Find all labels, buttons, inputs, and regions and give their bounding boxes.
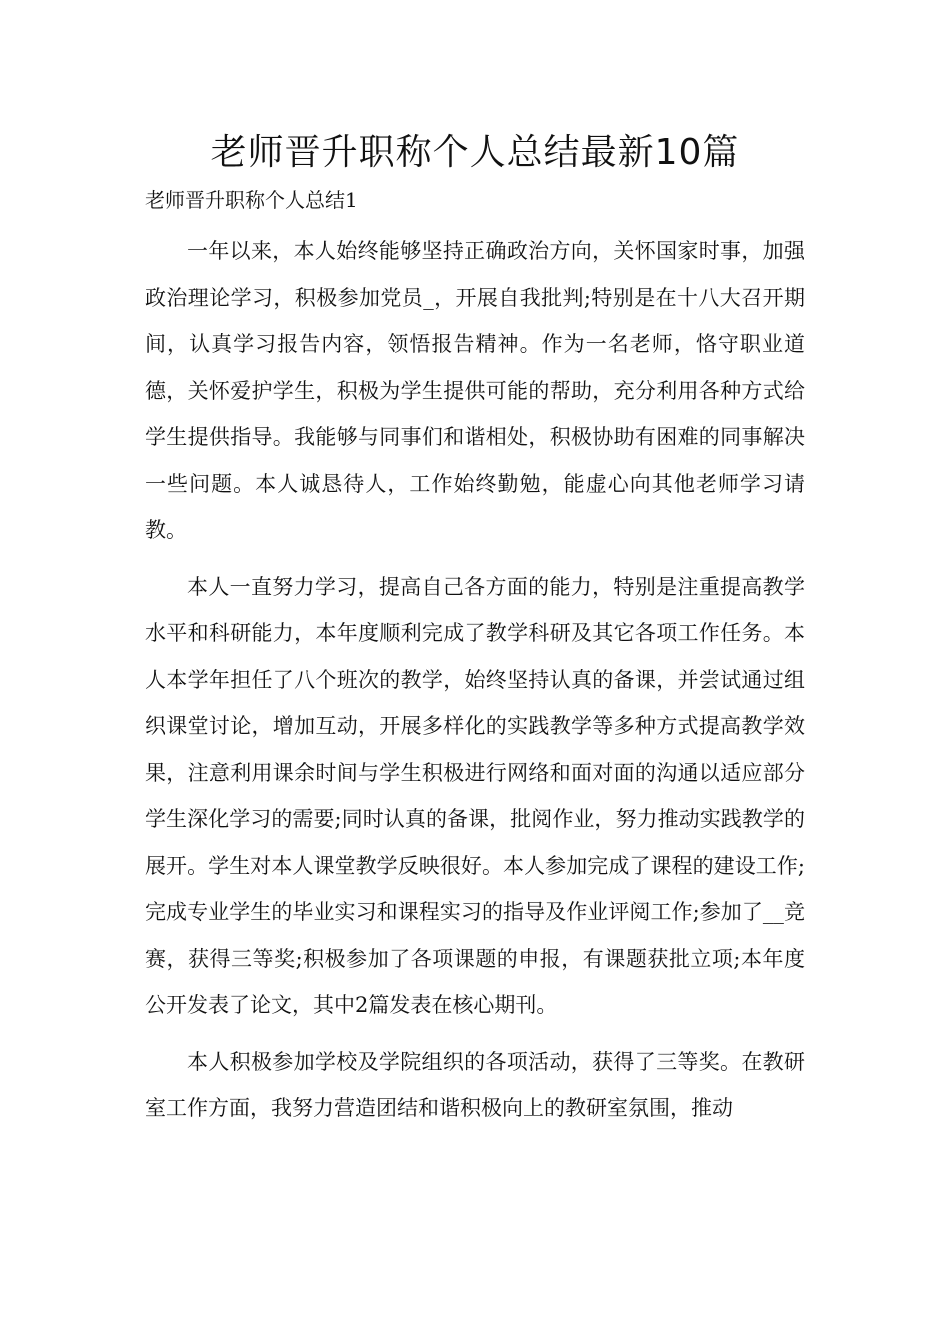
paragraph: 本人积极参加学校及学院组织的各项活动，获得了三等奖。在教研室工作方面，我努力营造团结和谐积极向上的教研室氛围，推动 (145, 1049, 805, 1120)
document-body (145, 228, 805, 1142)
section-heading: 老师晋升职称个人总结1 (145, 188, 358, 212)
paragraph: 本人一直努力学习，提高自己各方面的能力，特别是注重提高教学水平和科研能力，本年度顺利完成了教学科研及其它各项工作任务。本人本学年担任了八个班次的教学，始终坚持认真的备课，并尝试通过组织课堂讨论，增加互动，开展多样化的实践教学等多种方式提高教学效果，注意利用课余时间与学生积极进行网络和面对面的沟通以适应部分学生深化学习的需要;同时认真的备课，批阅作业，努力推动实践教学的展开。学生对本人课堂教学反映很好。本人参加完成了课程的建设工作;完成专业学生的毕业实习和课程实习的指导及作业评阅工作;参加了__竞赛，获得三等奖;积极参加了各项课题的申报，有课题获批立项;本年度公开发表了论文，其中2篇发表在核心期刊。 (145, 574, 805, 1017)
paragraph: 一年以来，本人始终能够坚持正确政治方向，关怀国家时事，加强政治理论学习，积极参加党员_，开展自我批判;特别是在十八大召开期间，认真学习报告内容，领悟报告精神。作为一名老师，恪守职业道德，关怀爱护学生，积极为学生提供可能的帮助，充分利用各种方式给学生提供指导。我能够与同事们和谐相处，积极协助有困难的同事解决一些问题。本人诚恳待人，工作始终勤勉，能虚心向其他老师学习请教。 (145, 239, 805, 542)
document-title: 老师晋升职称个人总结最新10篇 (210, 132, 740, 173)
